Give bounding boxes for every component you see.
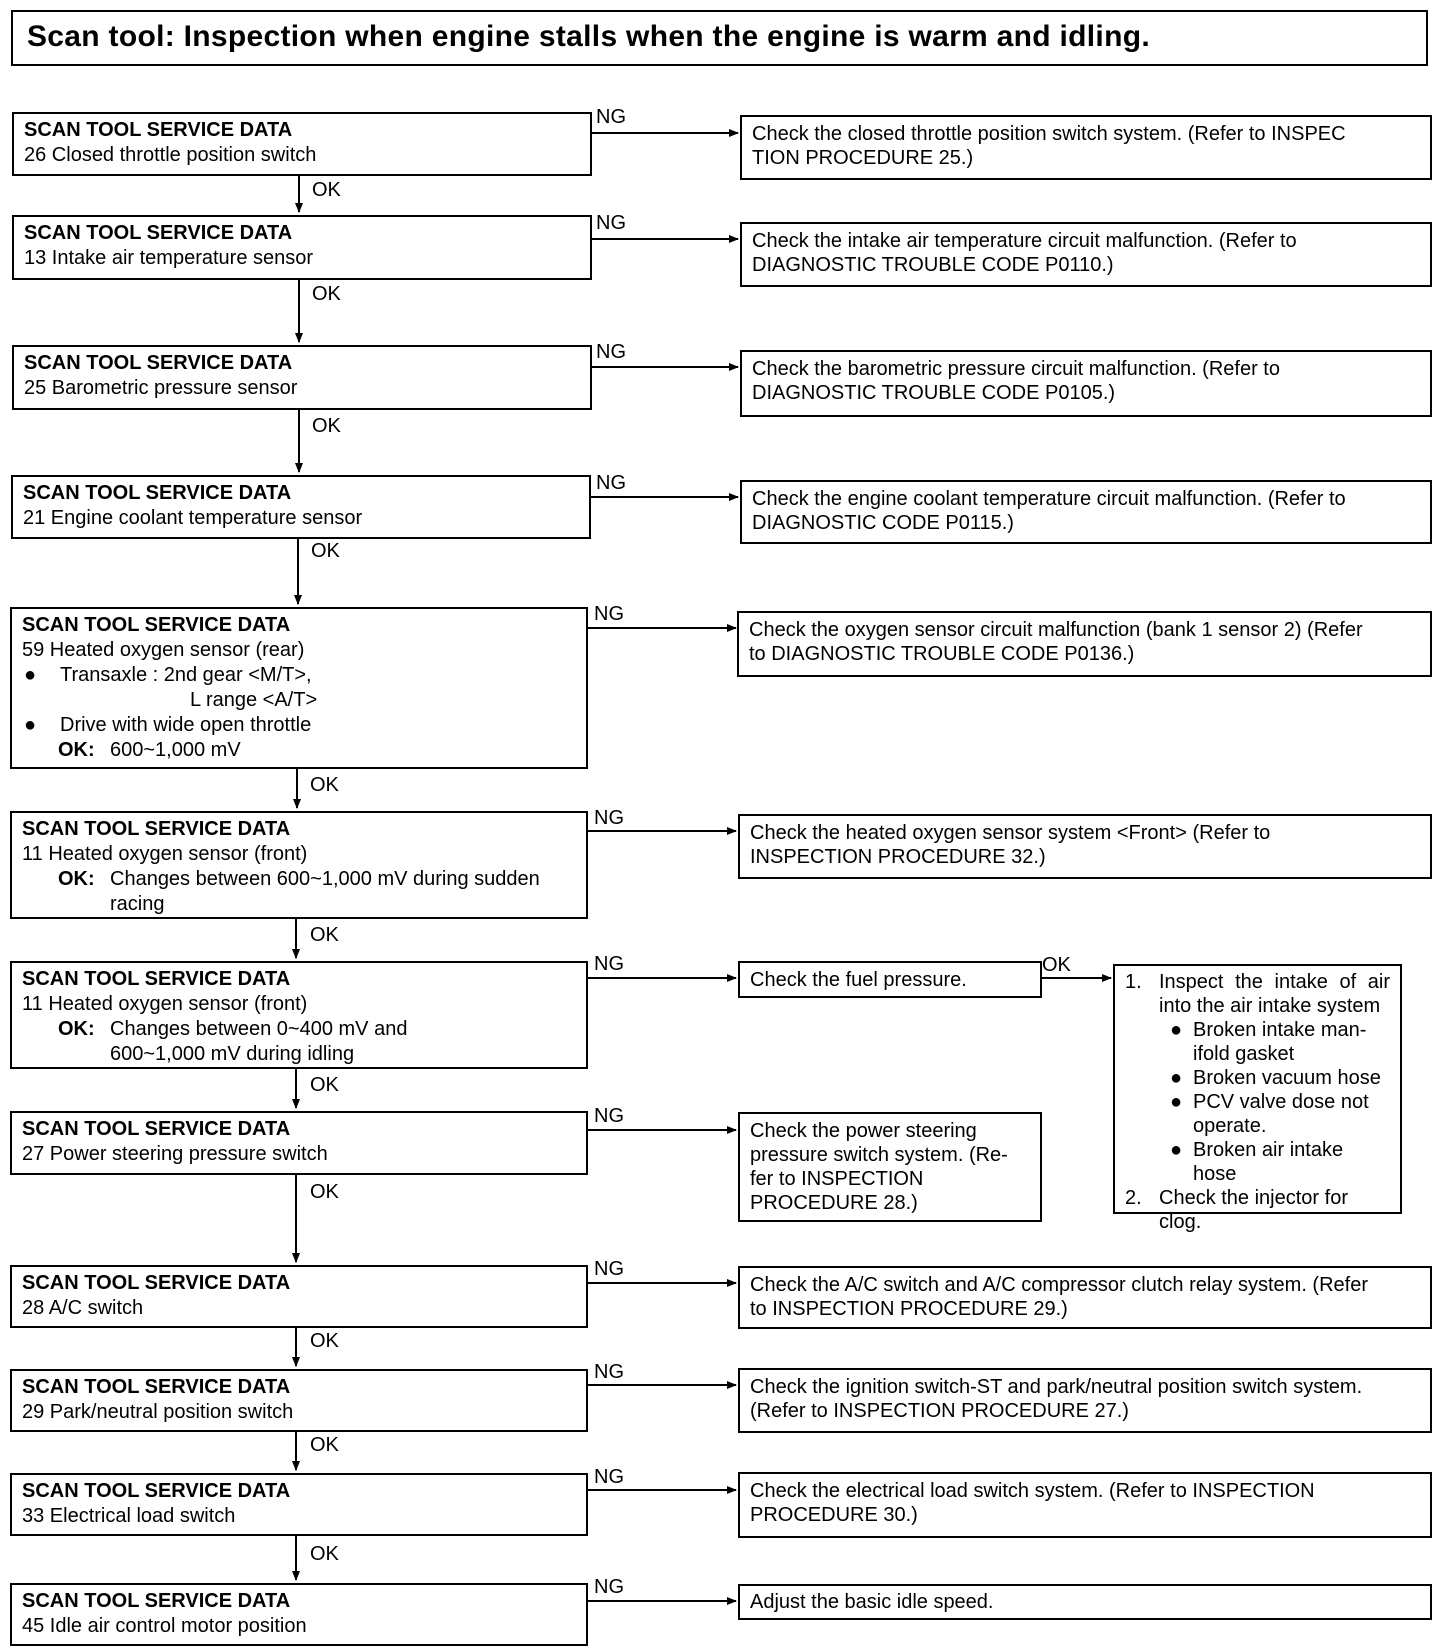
inspection-bullet: Broken intake man-	[1193, 1019, 1367, 1041]
ng-label: NG	[596, 106, 626, 128]
inspection-bullet: ifold gasket	[1193, 1043, 1295, 1065]
step-header: SCAN TOOL SERVICE DATA	[24, 222, 293, 244]
step-box-3	[12, 345, 592, 410]
ng-action-box-4	[740, 480, 1432, 544]
ng-label: NG	[594, 807, 624, 829]
ok-label: OK	[310, 774, 339, 796]
ok-criteria-value-cont: 600~1,000 mV during idling	[110, 1043, 355, 1065]
step-header: SCAN TOOL SERVICE DATA	[22, 1480, 291, 1502]
ng-action-box-3	[740, 350, 1432, 417]
ok-label: OK	[310, 1543, 339, 1565]
step-box-5	[10, 607, 588, 769]
condition-text: Transaxle : 2nd gear <M/T>,	[60, 664, 312, 686]
page-title: Scan tool: Inspection when engine stalls when the engine is warm and idling.	[27, 20, 1150, 53]
step-item: 25 Barometric pressure sensor	[24, 377, 298, 399]
ok-label: OK	[310, 1074, 339, 1096]
step-header: SCAN TOOL SERVICE DATA	[22, 968, 291, 990]
ng-action-line: pressure switch system. (Re-	[750, 1144, 1008, 1166]
ng-action-box-7	[738, 961, 1042, 998]
step-item: 13 Intake air temperature sensor	[24, 247, 314, 269]
step-item: 28 A/C switch	[22, 1297, 144, 1319]
condition-text: L range <A/T>	[190, 689, 318, 711]
ok-label: OK	[1042, 954, 1071, 976]
ng-action-line: Check the closed throttle position switch system. (Refer to INSPEC	[752, 123, 1346, 145]
ok-label: OK	[312, 415, 341, 437]
ng-action-line: Check the fuel pressure.	[750, 969, 967, 991]
inspection-bullet: PCV valve dose not	[1193, 1091, 1369, 1113]
ng-action-box-8	[738, 1112, 1042, 1222]
ok-criteria-label: OK:	[58, 868, 95, 890]
step-header: SCAN TOOL SERVICE DATA	[22, 1272, 291, 1294]
bullet-icon: ●	[1169, 1019, 1183, 1041]
inspection-text: Check the injector for clog.	[1159, 1187, 1348, 1233]
ng-label: NG	[594, 953, 624, 975]
ok-label: OK	[312, 179, 341, 201]
step-header: SCAN TOOL SERVICE DATA	[22, 1118, 291, 1140]
ng-label: NG	[596, 472, 626, 494]
ng-label: NG	[596, 341, 626, 363]
step-box-12	[10, 1583, 588, 1646]
ng-action-line: Check the heated oxygen sensor system <Front> (Refer to	[750, 822, 1271, 844]
ng-action-line: DIAGNOSTIC CODE P0115.)	[752, 512, 1014, 534]
step-box-8	[10, 1111, 588, 1175]
ng-action-box-9	[738, 1266, 1432, 1329]
ng-action-box-10	[738, 1368, 1432, 1433]
step-header: SCAN TOOL SERVICE DATA	[22, 1376, 291, 1398]
ng-action-line: PROCEDURE 28.)	[750, 1192, 918, 1214]
ok-criteria-value-cont: racing	[110, 893, 165, 915]
ng-action-line: fer to INSPECTION	[750, 1168, 924, 1190]
step-box-4	[11, 475, 591, 539]
step-box-11	[10, 1473, 588, 1536]
ok-criteria-value: Changes between 0~400 mV and	[110, 1018, 408, 1040]
ng-action-box-1	[740, 115, 1432, 180]
ng-action-box-6	[738, 814, 1432, 879]
step-box-7	[10, 961, 588, 1069]
step-item: 27 Power steering pressure switch	[22, 1143, 328, 1165]
ng-action-line: INSPECTION PROCEDURE 32.)	[750, 846, 1046, 868]
ok-label: OK	[310, 1434, 339, 1456]
ng-action-box-12	[738, 1584, 1432, 1620]
step-item: 26 Closed throttle position switch	[24, 144, 317, 166]
step-header: SCAN TOOL SERVICE DATA	[24, 352, 293, 374]
ng-action-line: Check the engine coolant temperature circuit malfunction. (Refer to	[752, 488, 1346, 510]
step-box-9	[10, 1265, 588, 1328]
ng-action-line: Check the ignition switch-ST and park/neutral position switch system.	[750, 1376, 1363, 1398]
step-item: 29 Park/neutral position switch	[22, 1401, 294, 1423]
ng-action-line: Check the barometric pressure circuit malfunction. (Refer to	[752, 358, 1280, 380]
ng-label: NG	[594, 1466, 624, 1488]
ng-action-line: DIAGNOSTIC TROUBLE CODE P0105.)	[752, 382, 1116, 404]
ng-label: NG	[594, 1105, 624, 1127]
ok-label: OK	[310, 1181, 339, 1203]
ng-action-line: TION PROCEDURE 25.)	[752, 147, 974, 169]
title-box	[11, 10, 1428, 66]
step-header: SCAN TOOL SERVICE DATA	[22, 818, 291, 840]
step-item: 11 Heated oxygen sensor (front)	[22, 843, 308, 865]
ok-label: OK	[312, 283, 341, 305]
inspection-bullet: Broken air intake hose	[1193, 1139, 1344, 1185]
ng-action-box-2	[740, 222, 1432, 287]
step-item: 21 Engine coolant temperature sensor	[23, 507, 363, 529]
inspection-bullet: Broken vacuum hose	[1193, 1067, 1381, 1089]
ng-action-box-11	[738, 1472, 1432, 1538]
step-item: 45 Idle air control motor position	[22, 1615, 307, 1637]
ng-action-line: Check the electrical load switch system. (Refer to INSPECTION	[750, 1480, 1315, 1502]
ng-action-line: to DIAGNOSTIC TROUBLE CODE P0136.)	[749, 643, 1135, 665]
bullet-icon: ●	[24, 664, 37, 686]
ng-action-line: DIAGNOSTIC TROUBLE CODE P0110.)	[752, 254, 1114, 276]
bullet-icon: ●	[24, 714, 37, 736]
condition-text: Drive with wide open throttle	[60, 714, 312, 736]
step-item: 11 Heated oxygen sensor (front)	[22, 993, 308, 1015]
ng-action-box-5	[737, 611, 1432, 677]
bullet-icon: ●	[1169, 1067, 1183, 1089]
ng-action-line: Adjust the basic idle speed.	[750, 1591, 994, 1613]
bullet-icon: ●	[1169, 1139, 1183, 1161]
ng-action-line: Check the A/C switch and A/C compressor clutch relay system. (Refer	[750, 1274, 1368, 1296]
step-item: 33 Electrical load switch	[22, 1505, 236, 1527]
ng-label: NG	[594, 1258, 624, 1280]
step-header: SCAN TOOL SERVICE DATA	[22, 614, 291, 636]
ng-label: NG	[596, 212, 626, 234]
step-header: SCAN TOOL SERVICE DATA	[22, 1590, 291, 1612]
ok-criteria-value: 600~1,000 mV	[110, 739, 241, 761]
step-number: 2.	[1125, 1187, 1142, 1209]
step-box-2	[12, 215, 592, 280]
bullet-icon: ●	[1169, 1091, 1183, 1113]
ok-label: OK	[310, 924, 339, 946]
ok-label: OK	[310, 1330, 339, 1352]
step-header: SCAN TOOL SERVICE DATA	[24, 119, 293, 141]
step-box-10	[10, 1369, 588, 1432]
ok-criteria-label: OK:	[58, 739, 95, 761]
ng-action-line: (Refer to INSPECTION PROCEDURE 27.)	[750, 1400, 1129, 1422]
ng-label: NG	[594, 1361, 624, 1383]
ng-action-line: Check the oxygen sensor circuit malfunction (bank 1 sensor 2) (Refer	[749, 619, 1363, 641]
intake-inspection-box	[1113, 964, 1402, 1233]
inspection-text: Inspect the intake of air into the air intake system	[1159, 971, 1390, 1017]
ng-action-line: to INSPECTION PROCEDURE 29.)	[750, 1298, 1068, 1320]
ng-action-line: Check the power steering	[750, 1120, 977, 1142]
ng-action-line: PROCEDURE 30.)	[750, 1504, 918, 1526]
ng-label: NG	[594, 1576, 624, 1598]
step-header: SCAN TOOL SERVICE DATA	[23, 482, 292, 504]
step-box-6	[10, 811, 588, 919]
step-number: 1.	[1125, 971, 1142, 993]
inspection-bullet: operate.	[1193, 1115, 1267, 1137]
ng-label: NG	[594, 603, 624, 625]
ng-action-line: Check the intake air temperature circuit malfunction. (Refer to	[752, 230, 1297, 252]
step-box-1	[12, 112, 592, 176]
ok-criteria-value: Changes between 600~1,000 mV during sudden	[110, 868, 540, 890]
step-item: 59 Heated oxygen sensor (rear)	[22, 639, 305, 661]
ok-criteria-label: OK:	[58, 1018, 95, 1040]
ok-label: OK	[311, 540, 340, 562]
